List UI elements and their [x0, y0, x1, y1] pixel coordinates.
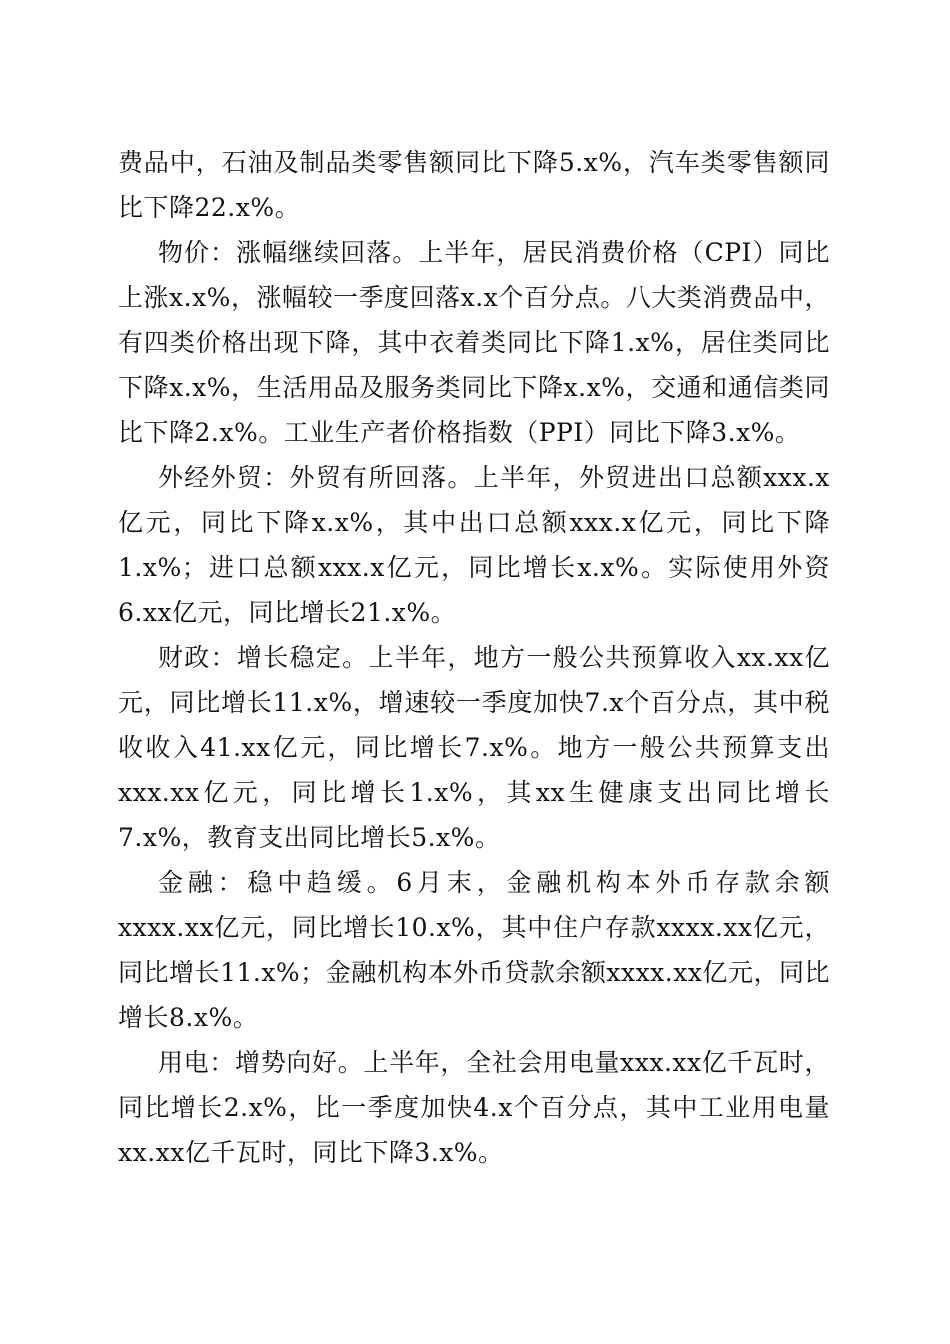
- paragraph-finance-budget: 财政：增长稳定。上半年，地方一般公共预算收入xx.xx亿元，同比增长11.x%，增速较一季度加快7.x个百分点，其中税收收入41.xx亿元，同比增长7.x%。地方一般公共预算支出xxx.xx亿元，同比增长1.x%，其xx生健康支出同比增长7.x%，教育支出同比增长5.x%。: [118, 643, 830, 852]
- paragraph-foreign-trade: 外经外贸：外贸有所回落。上半年，外贸进出口总额xxx.x亿元，同比下降x.x%，其中出口总额xxx.x亿元，同比下降1.x%；进口总额xxx.x亿元，同比增长x.x%。实际使用外资6.xx亿元，同比增长21.x%。: [118, 463, 830, 627]
- paragraph-prices: 物价：涨幅继续回落。上半年，居民消费价格（CPI）同比上涨x.x%，涨幅较一季度回落x.x个百分点。八大类消费品中，有四类价格出现下降，其中衣着类同比下降1.x%，居住类同比下降x.x%，生活用品及服务类同比下降x.x%，交通和通信类同比下降2.x%。工业生产者价格指数（PPI）同比下降3.x%。: [118, 238, 830, 447]
- document-body: [118, 140, 830, 1175]
- paragraph-consumer-goods: 费品中，石油及制品类零售额同比下降5.x%，汽车类零售额同比下降22.x%。: [118, 148, 830, 222]
- paragraph-banking: 金融：稳中趋缓。6月末，金融机构本外币存款余额xxxx.xx亿元，同比增长10.x%，其中住户存款xxxx.xx亿元，同比增长11.x%；金融机构本外币贷款余额xxxx.xx亿元，同比增长8.x%。: [118, 868, 830, 1032]
- paragraph-electricity: 用电：增势向好。上半年，全社会用电量xxx.xx亿千瓦时，同比增长2.x%，比一季度加快4.x个百分点，其中工业用电量xx.xx亿千瓦时，同比下降3.x%。: [118, 1048, 830, 1167]
